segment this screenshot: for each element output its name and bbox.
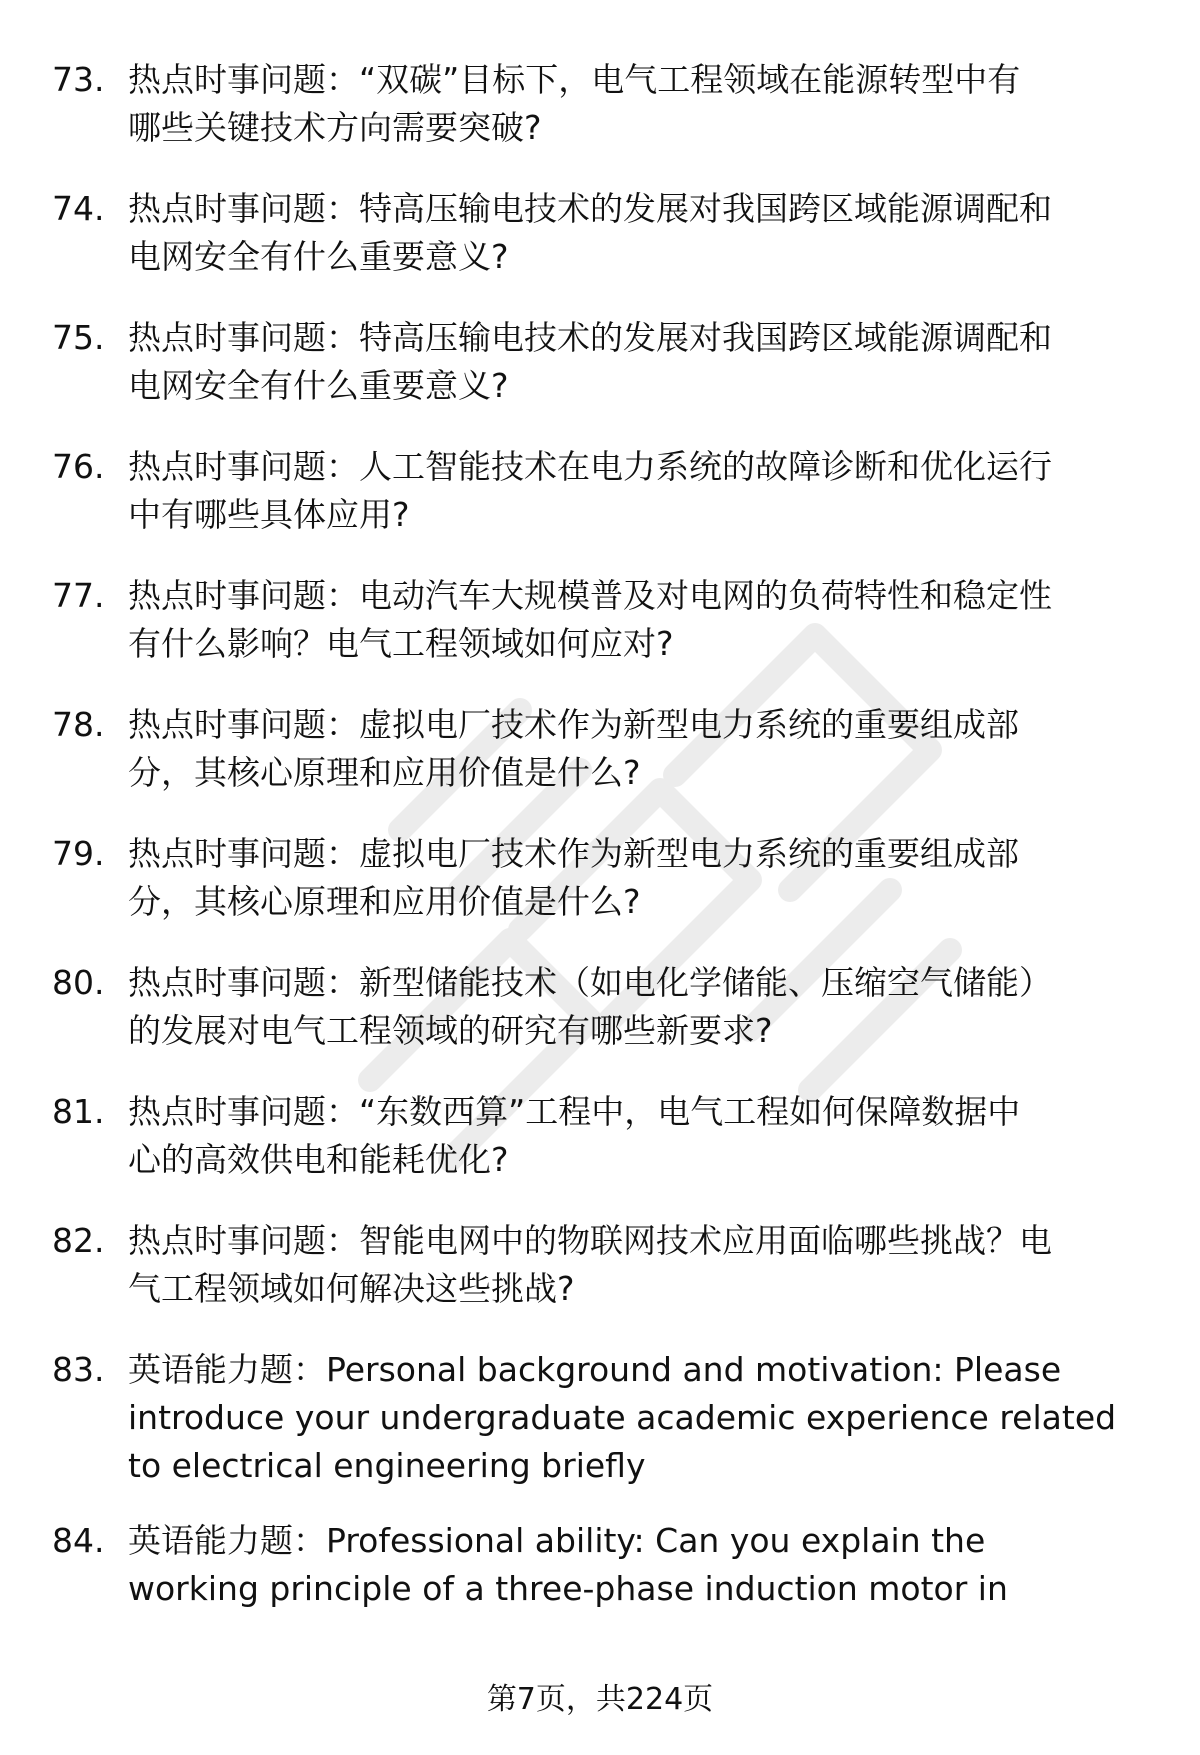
question-number: 77. [52,576,105,615]
question-text: 热点时事问题：新型储能技术（如电化学储能、压缩空气储能） 的发展对电气工程领域的研究有哪些新要求? [128,963,1052,1050]
question-number: 80. [52,963,105,1002]
question-item [52,314,1162,410]
question-text: 英语能力题：Personal background and motivation: Please introduce your undergraduate academic experience related to electrical engineering briefly [128,1350,1117,1485]
question-number: 83. [52,1350,105,1389]
question-text: 热点时事问题：“东数西算”工程中，电气工程如何保障数据中 心的高效供电和能耗优化? [128,1092,1021,1179]
question-text: 热点时事问题：人工智能技术在电力系统的故障诊断和优化运行 中有哪些具体应用? [128,447,1052,534]
page-number-label: 第7页，共224页 [486,1682,714,1717]
question-list [52,56,1162,1646]
question-item [52,701,1162,797]
question-item [52,56,1162,152]
question-text: 热点时事问题：虚拟电厂技术作为新型电力系统的重要组成部 分，其核心原理和应用价值是什么? [128,834,1019,921]
question-number: 78. [52,705,105,744]
question-text: 热点时事问题：虚拟电厂技术作为新型电力系统的重要组成部 分，其核心原理和应用价值是什么? [128,705,1019,792]
question-number: 81. [52,1092,105,1131]
question-item [52,572,1162,668]
question-text: 热点时事问题：“双碳”目标下，电气工程领域在能源转型中有 哪些关键技术方向需要突破? [128,60,1021,147]
question-number: 74. [52,189,105,228]
question-text: 热点时事问题：特高压输电技术的发展对我国跨区域能源调配和 电网安全有什么重要意义? [128,189,1052,276]
page-footer [0,1680,1200,1720]
question-item [52,830,1162,926]
question-number: 73. [52,60,105,99]
question-number: 84. [52,1521,105,1560]
question-text: 热点时事问题：电动汽车大规模普及对电网的负荷特性和稳定性 有什么影响？电气工程领域如何应对? [128,576,1052,663]
question-item [52,1517,1162,1613]
question-text: 英语能力题：Professional ability: Can you explain the working principle of a three-phase induction motor in [128,1521,1008,1608]
question-item [52,1346,1162,1490]
question-item [52,443,1162,539]
question-item [52,1088,1162,1184]
question-number: 76. [52,447,105,486]
question-text: 热点时事问题：智能电网中的物联网技术应用面临哪些挑战？电 气工程领域如何解决这些挑战? [128,1221,1052,1308]
question-item [52,1217,1162,1313]
question-item [52,185,1162,281]
question-text: 热点时事问题：特高压输电技术的发展对我国跨区域能源调配和 电网安全有什么重要意义? [128,318,1052,405]
question-number: 79. [52,834,105,873]
question-number: 75. [52,318,105,357]
question-item [52,959,1162,1055]
question-number: 82. [52,1221,105,1260]
